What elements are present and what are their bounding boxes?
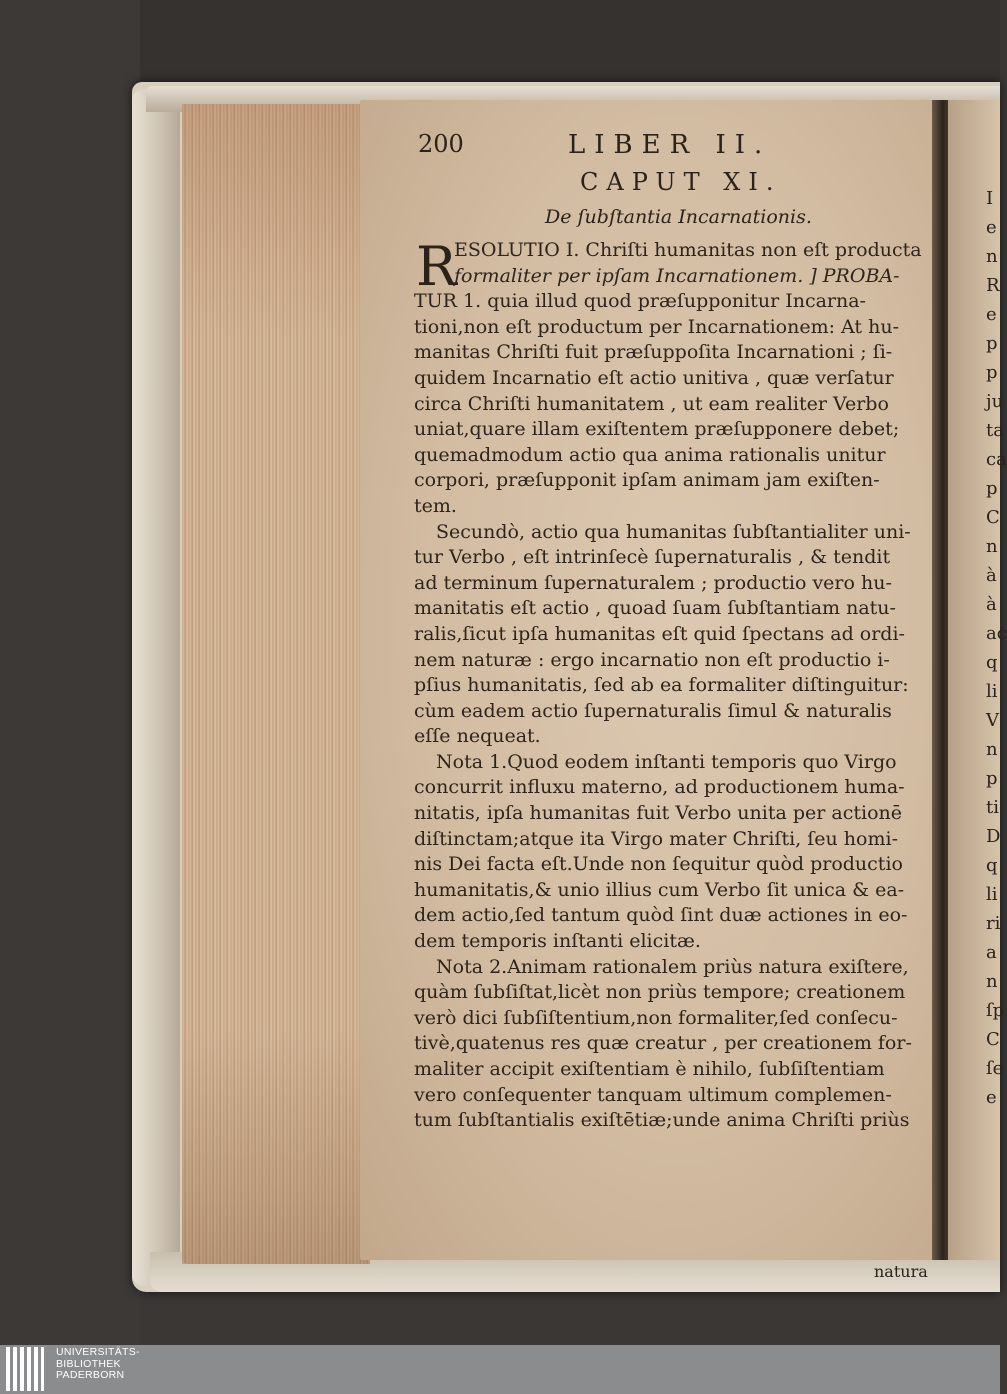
text-line: diſtinctam;atque ita Virgo mater Chriſti, ſeu homi- [414, 827, 898, 850]
text-line: Nota 2.Animam rationalem priùs natura exiſtere, [436, 955, 909, 978]
facing-page-letter: ſp [986, 1000, 1005, 1021]
facing-page-letter: n [986, 739, 998, 760]
text-line: concurrit influxu materno, ad productionem huma- [414, 776, 905, 799]
text-line: quemadmodum actio qua anima rationalis unitur [414, 443, 886, 466]
text-line: circa Chriſti humanitatem , ut eam realiter Verbo [414, 392, 889, 415]
facing-page-letter: à [986, 594, 997, 615]
chapter-subtitle: De ſubſtantia Incarnationis. [545, 206, 812, 228]
text-line: eſſe nequeat. [414, 725, 541, 748]
facing-page-letter: e [986, 1087, 997, 1108]
book-cover-edge [132, 90, 180, 1286]
facing-page-letter: n [986, 246, 998, 267]
text-line: formaliter per ipſam Incarnationem. ] PROBA- [454, 264, 900, 287]
library-name-line1: UNIVERSITÄTS- [56, 1346, 140, 1358]
facing-page-letter: C [986, 507, 1000, 528]
text-line: tum ſubſtantialis exiſtētiæ;unde anima Chriſti priùs [414, 1109, 910, 1132]
text-line: humanitatis,& unio illius cum Verbo ſit unica & ea- [414, 878, 905, 901]
running-head [418, 130, 798, 164]
facing-page-letter: li [986, 681, 998, 702]
text-line: nis Dei facta eſt.Unde non ſequitur quòd productio [414, 853, 903, 876]
facing-page-letter: q [986, 855, 998, 876]
scan-background-left [0, 0, 140, 1345]
library-name [56, 1347, 140, 1382]
text-line: ralis,ſicut ipſa humanitas eſt quid ſpectans ad ordi- [414, 622, 905, 645]
facing-page-letter: V [986, 710, 999, 731]
text-line: tivè,quatenus res quæ creatur , per creationem for- [414, 1032, 912, 1055]
text-line: dem temporis inſtanti elicitæ. [414, 930, 701, 953]
facing-page-letter: ca [986, 449, 1007, 470]
facing-page [948, 100, 1000, 1260]
facing-page-letter: à [986, 565, 997, 586]
text-line: nitatis, ipſa humanitas fuit Verbo unita per actionē [414, 802, 902, 825]
text-line: corpori, præſupponit ipſam animam jam exiſten- [414, 469, 880, 492]
page-edges-shade [182, 104, 370, 1264]
text-line: quidem Incarnatio eſt actio unitiva , quæ verſatur [414, 366, 894, 389]
drop-capital: R [416, 235, 457, 298]
text-line: ESOLUTIO I. Chriſti humanitas non eſt producta [454, 239, 922, 261]
facing-page-letter: e [986, 217, 997, 238]
text-line: Nota 1.Quod eodem inſtanti temporis quo Virgo [436, 750, 897, 773]
facing-page-letter: I [986, 188, 994, 209]
text-line: quàm ſubſiſtat,licèt non priùs tempore; creationem [414, 981, 906, 1004]
text-line: verò dici ſubſiſtentium,non formaliter,ſed conſecu- [414, 1006, 898, 1029]
text-line: uniat,quare illam exiſtentem præſupponere debet; [414, 418, 900, 441]
text-line: vero conſequenter tanquam ultimum complemen- [414, 1083, 892, 1106]
facing-page-letter: p [986, 768, 998, 789]
text-line: nem naturæ : ergo incarnatio non eſt productio i- [414, 648, 890, 671]
facing-page-letter: ri [986, 913, 1001, 934]
body-text [414, 235, 930, 1134]
facing-page-letter: D [986, 826, 1001, 847]
facing-page-letter: ta [986, 420, 1004, 441]
scan-background [0, 0, 1000, 90]
text-line: dem actio,ſed tantum quòd ſint duæ actiones in eo- [414, 904, 908, 927]
facing-page-letter: ju [986, 391, 1004, 412]
facing-page-letter: n [986, 971, 998, 992]
facing-page-letter: p [986, 362, 998, 383]
text-line: cùm eadem actio ſupernaturalis ſimul & naturalis [414, 699, 892, 722]
text-line: TUR 1. quia illud quod præſupponitur Incarna- [414, 290, 866, 313]
text-line: pſius humanitatis, ſed ab ea formaliter diſtinguitur: [414, 674, 909, 697]
text-line: manitatis eſt actio , quoad ſuam ſubſtantiam natu- [414, 597, 896, 620]
facing-page-letter: C [986, 1029, 1000, 1050]
facing-page-letter: e [986, 304, 997, 325]
facing-page-letter: ſe [986, 1058, 1004, 1079]
text-line: maliter accipit exiſtentiam è nihilo, ſubſiſtentiam [414, 1058, 885, 1080]
library-name-line3: PADERBORN [56, 1369, 125, 1381]
footer-bar [0, 1345, 1000, 1394]
facing-page-letter: li [986, 884, 998, 905]
library-name-line2: BIBLIOTHEK [56, 1357, 121, 1370]
chapter-heading: CAPUT XI. [580, 168, 782, 196]
page-number: 200 [418, 130, 464, 158]
text-line: Secundò, actio qua humanitas ſubſtantialiter uni- [436, 520, 911, 543]
facing-page-letter: q [986, 652, 998, 673]
facing-page-letter: ti [986, 797, 999, 818]
facing-page-letter: a [986, 942, 997, 963]
text-line: manitas Chriſti fuit præſuppoſita Incarnationi ; ſi- [414, 341, 893, 364]
facing-page-letter: p [986, 333, 998, 354]
text-line: tur Verbo , eſt intrinſecè ſupernaturalis , & tendit [414, 546, 891, 569]
facing-page-letter: ac [986, 623, 1007, 644]
book-title: LIBER II. [568, 130, 772, 160]
facing-page-letter: R [986, 275, 1000, 296]
text-line: tioni,non eſt productum per Incarnationem: At hu- [414, 315, 899, 338]
catchword: natura [874, 1262, 928, 1281]
text-line: ad terminum ſupernaturalem ; productio vero hu- [414, 571, 892, 594]
text-line: tem. [414, 494, 457, 517]
library-logo-icon [4, 1347, 48, 1391]
facing-page-letter: p [986, 478, 998, 499]
facing-page-letter: n [986, 536, 998, 557]
